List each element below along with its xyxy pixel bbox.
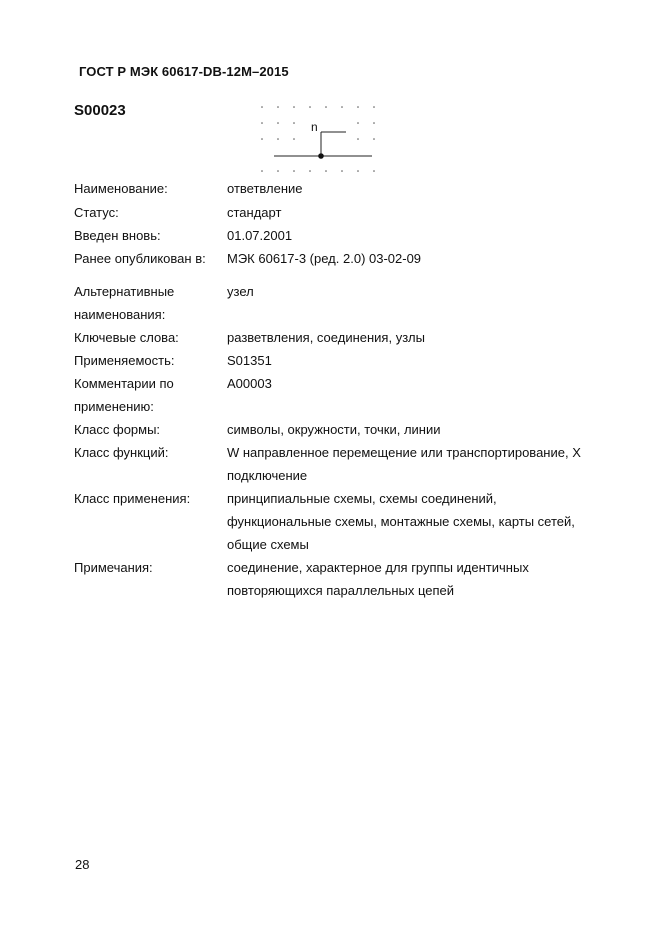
field-row <box>74 556 587 602</box>
field-row <box>74 326 587 349</box>
field-label: Примечания: <box>74 560 153 575</box>
field-row <box>74 418 587 441</box>
grid-dots <box>261 106 375 172</box>
field-value: МЭК 60617-3 (ред. 2.0) 03-02-09 <box>227 251 422 266</box>
field-value: W направленное перемещение или транспортирование, X подключение <box>227 445 581 483</box>
field-value: A00003 <box>227 376 272 391</box>
field-value: разветвления, соединения, узлы <box>227 330 425 345</box>
field-value: соединение, характерное для группы идентичных повторяющихся параллельных цепей <box>227 560 529 598</box>
field-label: Класс формы: <box>74 422 161 437</box>
field-row <box>74 201 587 224</box>
field-value: принципиальные схемы, схемы соединений, функциональные схемы, монтажные схемы, карты сетей, общие схемы <box>227 491 575 552</box>
field-row <box>74 177 587 200</box>
field-label: Класс применения: <box>74 491 191 506</box>
field-value: 01.07.2001 <box>227 228 293 243</box>
field-row <box>74 372 587 418</box>
field-value: S01351 <box>227 353 272 368</box>
field-label: Статус: <box>74 205 119 220</box>
terminal-label: n <box>311 120 318 134</box>
field-row <box>74 487 587 556</box>
field-row <box>74 349 587 372</box>
field-label: Применяемость: <box>74 353 175 368</box>
field-label: Класс функций: <box>74 445 169 460</box>
symbol-code: S00023 <box>74 102 126 119</box>
field-label: Наименование: <box>74 181 168 196</box>
field-row <box>74 247 587 270</box>
field-value: символы, окружности, точки, линии <box>227 422 441 437</box>
page-number: 28 <box>75 857 90 872</box>
field-row <box>74 441 587 487</box>
document-header: ГОСТ Р МЭК 60617-DB-12M–2015 <box>79 64 289 79</box>
field-value: узел <box>227 284 254 299</box>
branch-symbol-diagram <box>256 100 386 172</box>
field-row <box>74 280 587 326</box>
field-value: ответвление <box>227 181 303 196</box>
field-label: Альтернативные наименования: <box>74 284 175 322</box>
field-value: стандарт <box>227 205 282 220</box>
field-label: Введен вновь: <box>74 228 161 243</box>
junction-dot <box>318 153 324 159</box>
field-label: Ключевые слова: <box>74 330 179 345</box>
field-row <box>74 224 587 247</box>
field-label: Комментарии по применению: <box>74 376 174 414</box>
field-label: Ранее опубликован в: <box>74 251 206 266</box>
